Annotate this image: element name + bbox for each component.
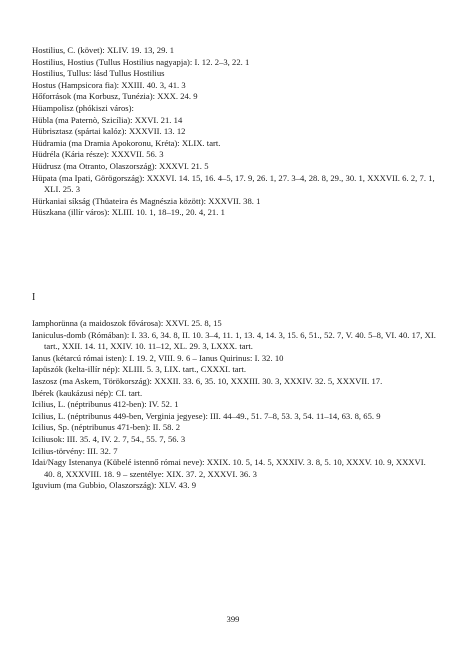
index-entry: Hüszkana (illír város): XLIII. 10. 1, 18–19., 20. 4, 21. 1 <box>32 207 225 218</box>
index-entry: Iaszosz (ma Askem, Törökország): XXXII. 33. 6, 35. 10, XXXIII. 30. 3, XXXIV. 32. 5, XXXVII. 17. <box>32 375 383 386</box>
index-entry: Icilius, L. (néptribunus 449-ben, Verginia jegyese): III. 44–49., 51. 7–8, 53. 3, 54. 11–14, 63. 8, 65. 9 <box>32 410 381 421</box>
index-section-h <box>32 45 436 219</box>
index-section-i <box>32 318 436 492</box>
index-entry: Icilius, L. (néptribunus 412-ben): IV. 52. 1 <box>32 399 179 410</box>
index-entry: Hüampolisz (phókiszi város): <box>32 102 134 113</box>
index-entry: Hübrisztasz (spártai kalóz): XXXVII. 13. 12 <box>32 126 186 137</box>
index-entry: Hübla (ma Paternò, Szicília): XXVI. 21. 14 <box>32 114 183 125</box>
index-entry: Iciliusok: III. 35. 4, IV. 2. 7, 54., 55. 7, 56. 3 <box>32 433 186 444</box>
index-entry: Hostilius, Hostius (Tullus Hostilius nagyapja): I. 12. 2–3, 22. 1 <box>32 56 250 67</box>
index-entry: Ibérek (kaukázusi nép): CI. tart. <box>32 387 143 398</box>
index-entry: Hostilius, Tullus: lásd Tullus Hostilius <box>32 68 165 79</box>
index-entry: Iamphorünna (a maidoszok fővárosa): XXVI. 25. 8, 15 <box>32 318 222 328</box>
index-entry: Hostus (Hampsicora fia): XXIII. 40. 3, 41. 3 <box>32 79 186 90</box>
index-entry: Idai/Nagy Istenanya (Kübelé istennő római neve): XXIX. 10. 5, 14. 5, XXXIV. 3. 8, 5. 10, XXXV. 10. 9, XXXVI. 40. 8, XXXVIII. 18. 9 – szentélye: XIX. 37. 2, XXXVI. 36. 3 <box>32 457 426 479</box>
index-entry: Hostilius, C. (követ): XLIV. 19. 13, 29. 1 <box>32 45 175 55</box>
index-entry: Hüpata (ma Ipati, Görögország): XXXVI. 14. 15, 16. 4–5, 17. 9, 26. 1, 27. 3–4, 28. 8, 29., 30. 1, XXXVII. 6. 2, 7. 1, XLI. 25. 3 <box>32 172 435 195</box>
index-entry: Hüdrusz (ma Otranto, Olaszország): XXXVI. 21. 5 <box>32 160 209 171</box>
section-letter-heading: I <box>32 292 36 303</box>
index-entry: Ianus (kétarcú római isten): I. 19. 2, VIII. 9. 6 – Ianus Quirinus: I. 32. 10 <box>32 352 284 363</box>
index-entry: Hüdramia (ma Dramia Apokoronu, Kréta): XLIX. tart. <box>32 137 221 148</box>
index-entry: Icilius, Sp. (néptribunus 471-ben): II. 58. 2 <box>32 422 181 433</box>
index-entry: Iapüszók (kelta-illír nép): XLIII. 5. 3, LIX. tart., CXXXI. tart. <box>32 364 247 375</box>
index-entry: Iguvium (ma Gubbio, Olaszország): XLV. 43. 9 <box>32 480 197 491</box>
index-entry: Hüdréla (Kária része): XXXVII. 56. 3 <box>32 149 164 160</box>
index-entry: Hürkaniai síkság (Thüateira és Magnészia között): XXXVII. 38. 1 <box>32 195 261 206</box>
index-entry: Icilius-törvény: III. 32. 7 <box>32 445 118 456</box>
index-entry: Hőforrások (ma Korbusz, Tunézia): XXX. 24. 9 <box>32 91 198 102</box>
index-entry: Ianiculus-domb (Rómában): I. 33. 6, 34. 8, II. 10. 3–4, 11. 1, 13. 4, 14. 3, 15. 6, 51., 52. 7, V. 40. 5–8, VI. 40. 17, XI. tart., XXII. 14. 11, XXIV. 10. 11–12, XL. 29. 3, LXXX. tart. <box>32 329 436 352</box>
page-number: 399 <box>226 614 240 624</box>
